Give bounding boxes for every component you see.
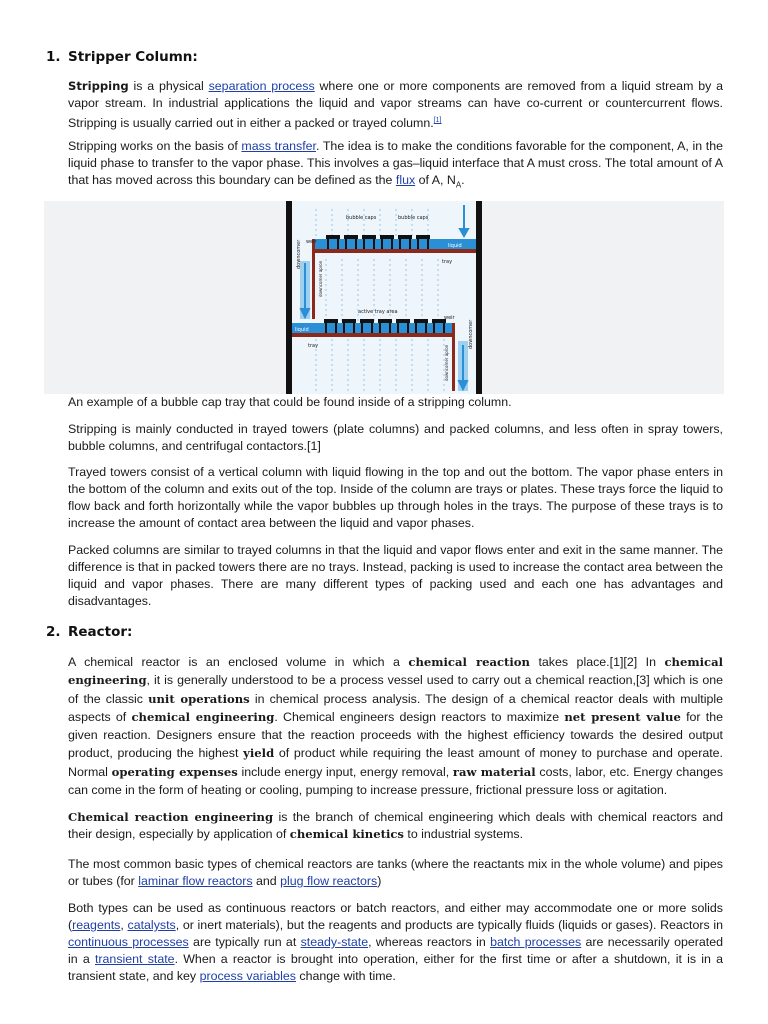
bubble-cap-tray-diagram (286, 201, 482, 394)
label-weir-2: weir (444, 315, 455, 321)
link-continuous-processes[interactable]: continuous processes (68, 935, 189, 949)
paragraph-chemical-reactor: A chemical reactor is an enclosed volume in which a chemical reaction takes place.[1][2] In chemical engineering, it is generally understood to be a process vessel used to carry out a chemical reaction,[3] which is one of the classic unit operations in chemical process analysis. The design of a chemical reactor deals with multiple aspects of chemical engineering. Chemical engineers design reactors to maximize net present value for the given reaction. Designers ensure that the reaction proceeds with the highest efficiency towards the desired output product, producing the highest yield of product while requiring the least amount of money to purchase and operate. Normal operating expenses include energy input, energy removal, raw material costs, labor, etc. Energy changes can come in the form of heating or cooling, pumping to increase pressure, frictional pressure loss or agitation. (68, 655, 724, 798)
link-separation-process[interactable]: separation process (208, 79, 315, 93)
label-weir: weir (306, 239, 317, 245)
paragraph-trayed-towers: Trayed towers consist of a vertical column with liquid flowing in the top and out the bottom. The vapor phase enters in the bottom of the column and exits out of the top. Inside of the column are trays or plates. These trays force the liquid to flow back and forth horizontally while the vapor bubbles up through holes in the trays. The purpose of these trays is to increase the amount of contact area between the liquid and vapor phases. (68, 465, 723, 530)
paragraph-packed-columns: Packed columns are similar to trayed columns in that the liquid and vapor flows enter and exit in the same manner. The difference is that in packed towers there are no trays. Instead, packing is used to increase the contact area between the liquid and vapor phases. There are many different types of packing used and each one has advantages and disadvantages. (68, 543, 723, 608)
label-liquid-2: liquid (295, 327, 309, 333)
section-heading-stripper: 1. Stripper Column: (46, 49, 198, 65)
label-downcomer: downcomer (296, 239, 302, 269)
paragraph-reaction-engineering: Chemical reaction engineering is the branch of chemical engineering which deals with chemical reactors and their design, especially by application of chemical kinetics to industrial systems. (68, 810, 723, 841)
label-downcomer-apron-2: downcomer apron (444, 344, 449, 381)
paragraph-stripping-definition: Stripping is a physical separation process where one or more components are removed from a liquid stream by a vapor stream. In industrial applications the liquid and vapor streams can have co-current or countercurrent flows. Stripping is usually carried out in either a packed or trayed column.[1] (68, 79, 723, 131)
link-steady-state[interactable]: steady-state (300, 935, 369, 949)
label-active-tray-area: active tray area (358, 309, 398, 315)
label-tray-2: tray (308, 343, 319, 349)
section-heading-reactor: 2. Reactor: (46, 624, 133, 640)
label-liquid: liquid (448, 243, 462, 249)
label-downcomer-apron: downcomer apron (318, 260, 323, 297)
paragraph-stripping-towers: Stripping is mainly conducted in trayed towers (plate columns) and packed columns, and less often in spray towers, bubble columns, and centrifugal contactors.[1] (68, 422, 723, 453)
link-catalysts[interactable]: catalysts (127, 918, 176, 932)
paragraph-continuous-batch: Both types can be used as continuous reactors or batch reactors, and either may accommodate one or more solids (reagents, catalysts, or inert materials), but the reagents and products are typically fluids (liquids or gases). Reactors in continuous processes are typically run at steady-state, whereas reactors in batch processes are necessarily operated in a transient state. When a reactor is brought into operation, either for the first time or after a shutdown, it is in a transient state, and key process variables change with time. (68, 901, 724, 983)
link-reagents[interactable]: reagents (72, 918, 121, 932)
label-tray: tray (442, 259, 453, 265)
paragraph-reactor-types: The most common basic types of chemical reactors are tanks (where the reactants mix in the whole volume) and pipes or tubes (for laminar flow reactors and plug flow reactors) (68, 857, 723, 888)
figure-caption: An example of a bubble cap tray that could be found inside of a stripping column. (68, 395, 512, 409)
link-process-variables[interactable]: process variables (199, 969, 296, 983)
link-batch-processes[interactable]: batch processes (490, 935, 582, 949)
link-plug-flow-reactors[interactable]: plug flow reactors (280, 874, 378, 888)
label-bubble-caps: bubble caps (346, 215, 377, 221)
link-mass-transfer[interactable]: mass transfer (241, 139, 316, 153)
link-transient-state[interactable]: transient state (94, 952, 175, 966)
paragraph-mass-transfer: Stripping works on the basis of mass transfer. The idea is to make the conditions favorable for the component, A, in the liquid phase to transfer to the vapor phase. This involves a gas–liquid interface that A must cross. The total amount of A that has moved across this boundary can be defined as the flux of A, $N_A$. (68, 139, 723, 190)
label-bubble-caps-2: bubble caps (398, 215, 429, 221)
reference-link[interactable]: [1] (433, 117, 442, 124)
link-laminar-flow-reactors[interactable]: laminar flow reactors (138, 874, 253, 888)
link-flux[interactable]: flux (395, 173, 416, 187)
label-downcomer-2: downcomer (468, 319, 474, 349)
